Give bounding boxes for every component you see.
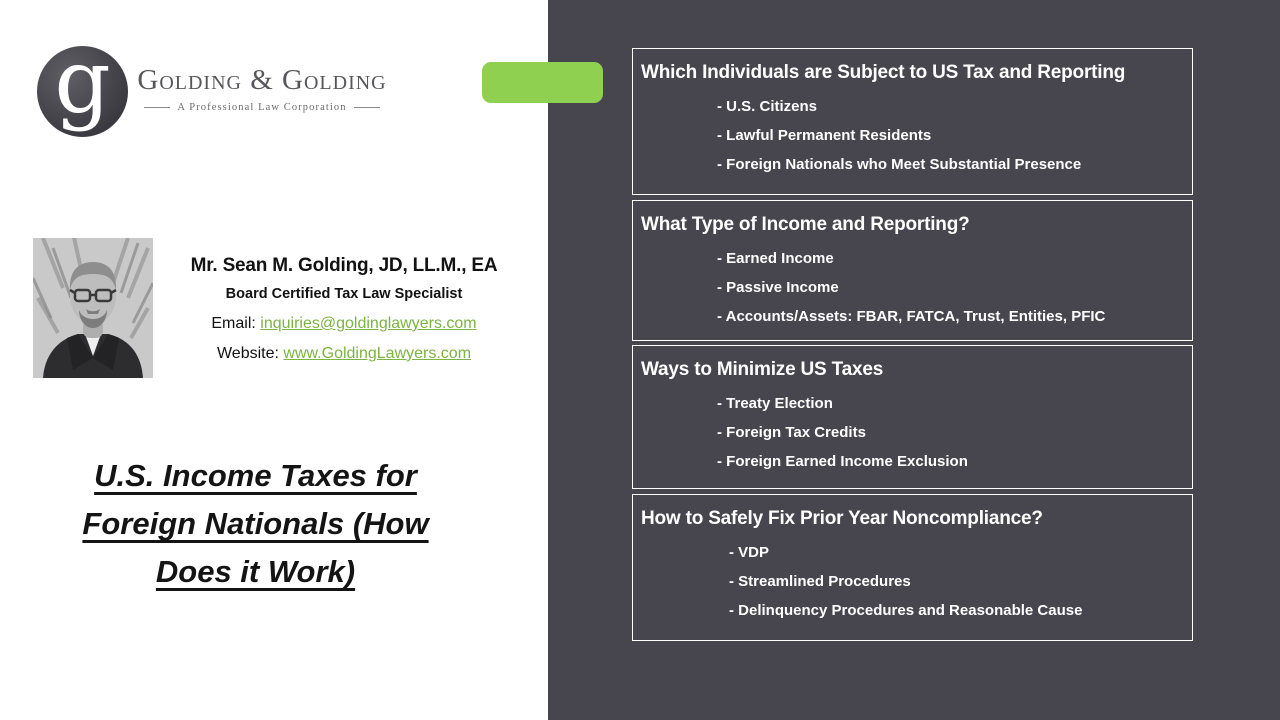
topic-item: - Passive Income [717, 279, 839, 296]
topic-item: - Treaty Election [717, 395, 833, 412]
website-label: Website: [216, 345, 279, 362]
topic-item: - Delinquency Procedures and Reasonable Cause [729, 602, 1083, 619]
tagline-dash-left [144, 107, 170, 108]
topic-list [717, 395, 1192, 470]
topic-item: - Foreign Earned Income Exclusion [717, 453, 968, 470]
topic-list [729, 544, 1192, 619]
topic-box-minimize-taxes [632, 345, 1193, 489]
email-row [152, 315, 536, 333]
topic-heading: How to Safely Fix Prior Year Noncompliance? [641, 508, 1043, 529]
topic-item: - VDP [729, 544, 770, 561]
topic-item: - Foreign Nationals who Meet Substantial Presence [717, 156, 1082, 173]
tagline-dash-right [354, 107, 380, 108]
topic-heading: Ways to Minimize US Taxes [641, 359, 884, 380]
email-link[interactable]: inquiries@goldinglawyers.com [260, 315, 477, 332]
firm-tagline [134, 102, 390, 113]
topic-list [717, 98, 1192, 173]
topic-list [717, 250, 1192, 325]
topic-item: - Accounts/Assets: FBAR, FATCA, Trust, Entities, PFIC [717, 308, 1106, 325]
topic-heading: What Type of Income and Reporting? [641, 214, 970, 235]
topic-box-subject-to-tax [632, 48, 1193, 195]
attorney-credential: Board Certified Tax Law Specialist [225, 286, 463, 302]
firm-name: Golding & Golding [137, 64, 387, 96]
monogram-letter: g [54, 29, 111, 133]
topic-item: - Foreign Tax Credits [717, 424, 866, 441]
topic-item: - Lawful Permanent Residents [717, 127, 932, 144]
topic-item: - Streamlined Procedures [729, 573, 911, 590]
green-accent-bar [482, 62, 603, 103]
topic-box-fix-noncompliance [632, 494, 1193, 641]
attorney-name: Mr. Sean M. Golding, JD, LL.M., EA [190, 255, 498, 276]
website-link[interactable]: www.GoldingLawyers.com [283, 345, 472, 362]
email-label: Email: [211, 315, 256, 332]
topic-heading: Which Individuals are Subject to US Tax and Reporting [641, 62, 1126, 83]
slide-title-line2: Foreign Nationals (How [82, 506, 429, 541]
slide-title [28, 452, 483, 596]
topic-box-income-types [632, 200, 1193, 341]
tagline-text: A Professional Law Corporation [177, 102, 347, 113]
slide-title-line1: U.S. Income Taxes for [94, 458, 417, 493]
website-row [152, 345, 536, 363]
topic-item: - Earned Income [717, 250, 834, 267]
firm-logo-monogram [37, 29, 128, 137]
attorney-info [152, 255, 536, 375]
slide-title-line3: Does it Work) [155, 554, 356, 589]
attorney-photo [33, 238, 153, 378]
topic-item: - U.S. Citizens [717, 98, 818, 115]
